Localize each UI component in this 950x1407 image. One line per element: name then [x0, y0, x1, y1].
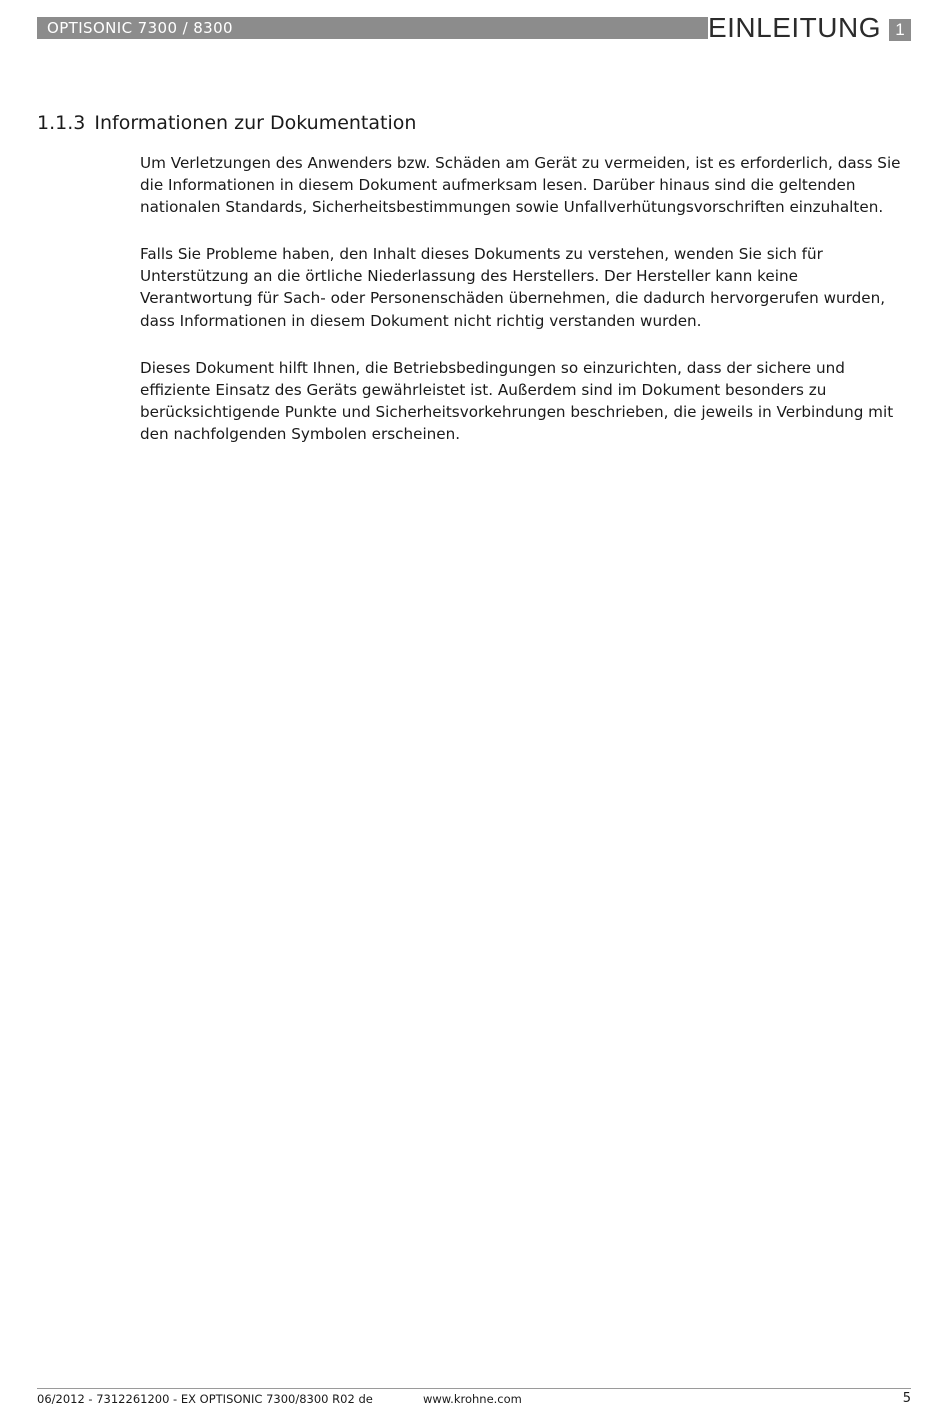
section-number: 1.1.3 — [37, 112, 86, 134]
section-title-text: Informationen zur Dokumentation — [94, 112, 417, 134]
paragraph: Um Verletzungen des Anwenders bzw. Schäden am Gerät zu vermeiden, ist es erforderlich, dass Sie die Informationen in diesem Dokument aufmerksam lesen. Darüber hinaus sind die geltenden nationalen Standards, Sicherheitsbestimmungen sowie Unfallverhütungsvorschriften einzuhalten. — [140, 154, 901, 217]
section-heading — [37, 110, 416, 136]
page-header — [37, 12, 911, 43]
page-number: 5 — [902, 1391, 911, 1406]
header-chapter-badge: 1 — [889, 19, 911, 41]
footer-website-link[interactable]: www.krohne.com — [423, 1392, 522, 1406]
page-footer — [37, 1388, 911, 1406]
footer-document-reference: 06/2012 - 7312261200 - EX OPTISONIC 7300/8300 R02 de — [37, 1392, 373, 1406]
body-content — [140, 152, 915, 470]
header-section-title: EINLEITUNG — [707, 12, 881, 43]
header-product-name: OPTISONIC 7300 / 8300 — [47, 19, 233, 37]
paragraph: Falls Sie Probleme haben, den Inhalt dieses Dokuments zu verstehen, wenden Sie sich für Unterstützung an die örtliche Niederlassung des Herstellers. Der Hersteller kann keine Verantwortung für Sach- oder Personenschäden übernehmen, die dadurch hervorgerufen wurden, dass Informationen in diesem Dokument nicht richtig verstanden wurden. — [140, 245, 886, 330]
paragraph: Dieses Dokument hilft Ihnen, die Betriebsbedingungen so einzurichten, dass der sichere und effiziente Einsatz des Geräts gewährleistet ist. Außerdem sind im Dokument besonders zu berücksichtigende Punkte und Sicherheitsvorkehrungen beschrieben, die jeweils in Verbindung mit den nachfolgenden Symbolen erscheinen. — [140, 358, 894, 443]
header-bar — [37, 17, 708, 39]
